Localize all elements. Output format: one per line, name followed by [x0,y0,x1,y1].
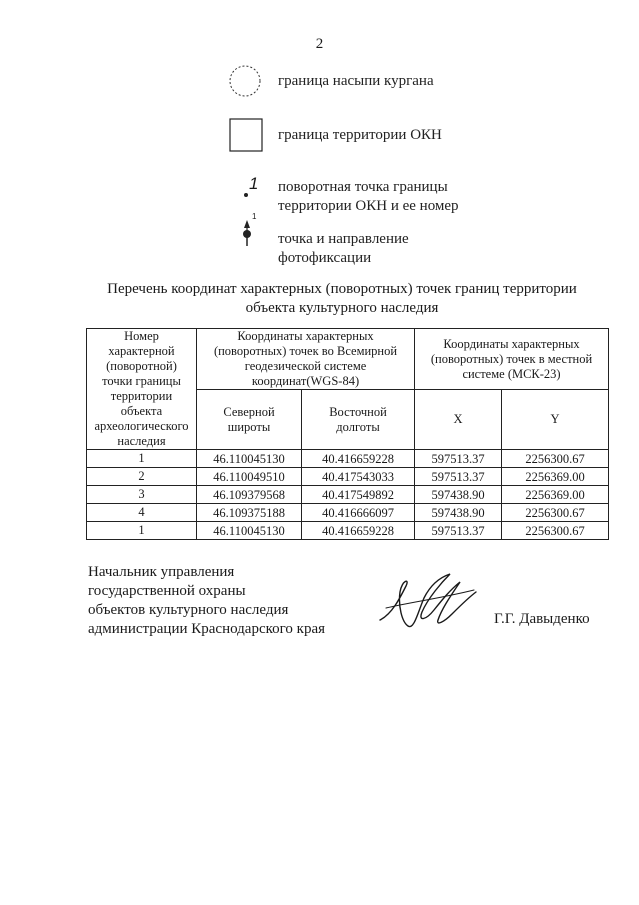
signatory-title [88,563,325,639]
table-row [87,450,609,468]
signatory-name: Г.Г. Давыденко [494,611,590,627]
y-cell: 2256300.67 [502,522,609,540]
longitude-header: Восточной долготы [302,390,415,450]
y-cell: 2256300.67 [502,450,609,468]
longitude-cell: 40.417543033 [302,468,415,486]
legend-photo-point-line1: точка и направление [278,231,409,247]
latitude-header: Северной широты [197,390,302,450]
longitude-cell: 40.416659228 [302,450,415,468]
turning-point-number: 1 [249,174,259,193]
table-heading [80,280,604,318]
territory-boundary-icon [229,118,263,152]
point-number-cell: 1 [87,450,197,468]
turning-point-icon [243,192,249,198]
table-row [87,486,609,504]
handwritten-signature [372,568,482,638]
longitude-cell: 40.417549892 [302,486,415,504]
signatory-line4: администрации Краснодарского края [88,621,326,637]
legend-mound-boundary: граница насыпи кургана [278,73,434,89]
legend-turning-point-line2: территории ОКН и ее номер [278,198,459,214]
latitude-cell: 46.110045130 [197,522,302,540]
latitude-cell: 46.110045130 [197,450,302,468]
x-cell: 597513.37 [415,450,502,468]
page-number: 2 [315,36,324,52]
latitude-cell: 46.110049510 [197,468,302,486]
coordinates-table [86,328,609,540]
latitude-cell: 46.109375188 [197,504,302,522]
signatory-line3: объектов культурного наследия [88,602,289,618]
photo-point-arrow-icon [240,218,254,248]
x-cell: 597438.90 [415,486,502,504]
legend-turning-point-line1: поворотная точка границы [278,179,448,195]
table-heading-line1: Перечень координат характерных (поворотных) точек границ территории [107,281,577,297]
legend-territory-boundary: граница территории ОКН [278,127,442,143]
point-number-cell: 1 [87,522,197,540]
point-number-header: Номер характерной (поворотной) точки границы территории объекта археологического наследия [87,329,197,450]
msk-group-header: Координаты характерных (поворотных) точек в местной системе (МСК-23) [415,329,609,390]
point-number-cell: 2 [87,468,197,486]
x-cell: 597513.37 [415,522,502,540]
x-header: X [415,390,502,450]
latitude-cell: 46.109379568 [197,486,302,504]
table-row [87,522,609,540]
y-cell: 2256369.00 [502,468,609,486]
mound-boundary-icon [228,64,262,98]
signatory-line1: Начальник управления [88,564,235,580]
wgs-group-header: Координаты характерных (поворотных) точек во Всемирной геодезической системе координат(WGS-84) [197,329,415,390]
photo-point-number: 1 [252,212,257,221]
legend-photo-point-line2: фотофиксации [278,250,372,266]
x-cell: 597513.37 [415,468,502,486]
table-row [87,504,609,522]
longitude-cell: 40.416659228 [302,522,415,540]
table-row [87,468,609,486]
table-heading-line2: объекта культурного наследия [245,300,439,316]
point-number-cell: 3 [87,486,197,504]
y-header: Y [502,390,609,450]
y-cell: 2256300.67 [502,504,609,522]
point-number-cell: 4 [87,504,197,522]
x-cell: 597438.90 [415,504,502,522]
signatory-line2: государственной охраны [88,583,246,599]
y-cell: 2256369.00 [502,486,609,504]
longitude-cell: 40.416666097 [302,504,415,522]
